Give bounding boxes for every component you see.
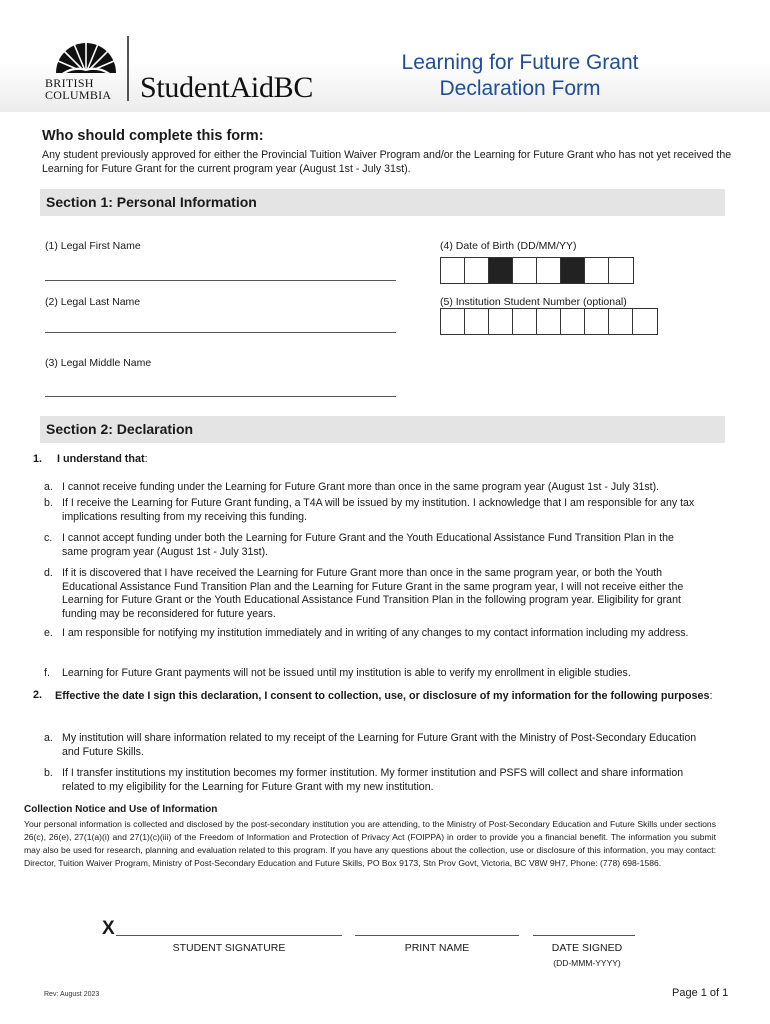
first-name-label: (1) Legal First Name: [45, 240, 141, 252]
print-name-label: PRINT NAME: [404, 942, 470, 954]
bc-wordmark: BRITISH COLUMBIA: [45, 76, 112, 102]
declaration-item-e: e. I am responsible for notifying my institution immediately and in writing of any changes to my contact information including my address.: [44, 627, 689, 639]
section2-header: [40, 416, 725, 443]
revision-date: Rev: August 2023: [44, 991, 100, 998]
logo-divider: [127, 36, 129, 101]
brand-name: StudentAidBC: [140, 71, 314, 104]
student-number-box[interactable]: [465, 309, 489, 334]
dob-box[interactable]: [609, 258, 633, 283]
consent-item-a: a. My institution will share information related to my receipt of the Learning for Future Grant with the Ministry of Post-Secondary Education and Future Skills.: [44, 732, 697, 758]
print-name-line[interactable]: [355, 935, 519, 936]
student-number-box[interactable]: [609, 309, 633, 334]
section1-header: [40, 189, 725, 216]
page-number: Page 1 of 1: [672, 987, 729, 999]
dob-box[interactable]: [537, 258, 561, 283]
declaration-item-d: d. If it is discovered that I have received the Learning for Future Grant more than once in the same program year, or both the Youth Educational Assistance Fund Transition Plan and the Learning for Future Grant in the same program year, I will not receive either the Learning for Future Grant or the Youth Educational Assistance Fund Transition Plan in the following program year. Eligibility for grant funding may be reconsidered for future years.: [44, 567, 684, 620]
dob-box[interactable]: [513, 258, 537, 283]
student-number-box[interactable]: [561, 309, 585, 334]
item2-number: 2.: [33, 689, 43, 701]
declaration-item-c: c. I cannot accept funding under both the Learning for Future Grant and the Youth Educational Assistance Fund Transition Plan in the same program year (August 1st - July 31st).: [44, 532, 674, 558]
intro-text: Any student previously approved for either the Provincial Tuition Waiver Program and/or the Learning for Future Grant who has not yet received the Learning for Future Grant for the current program year (August 1st - July 31st).: [42, 149, 732, 175]
item1-heading: I understand that:: [57, 453, 148, 465]
middle-name-field[interactable]: [45, 396, 396, 397]
student-number-box[interactable]: [441, 309, 465, 334]
student-number-box[interactable]: [489, 309, 513, 334]
collection-notice-text: Your personal information is collected and disclosed by the post-secondary institution you are attending, to the Ministry of Post-Secondary Education and Future Skills under sections 26(c), 26(e), 27(1(a)(i) and 27(1)(c)(iii) of the Freedom of Information and Protection of Privacy Act (FOIPPA) in order to provide you a financial benefit. The information you submit may also be used for research, planning and evaluation related to this program. If you have any questions about the collection, use or disclosure of this information, you may contact: Director, Tuition Waiver Program, Ministry of Post-Secondary Education and Future Skills, PO Box 9173, Stn Prov Govt, Victoria, BC V8W 9H7, Phone: (778) 698-1586.: [24, 819, 716, 868]
bc-sun-logo-icon: [52, 33, 120, 73]
last-name-field[interactable]: [45, 332, 396, 333]
section1-title: Section 1: Personal Information: [46, 194, 257, 210]
item2-heading: Effective the date I sign this declaration, I consent to collection, use, or disclosure of my information for the following purposes:: [55, 690, 713, 702]
dob-field[interactable]: [440, 257, 634, 284]
dob-box[interactable]: [585, 258, 609, 283]
section2-title: Section 2: Declaration: [46, 421, 194, 437]
student-number-box[interactable]: [513, 309, 537, 334]
dob-separator: [489, 258, 513, 283]
middle-name-label: (3) Legal Middle Name: [45, 357, 152, 369]
declaration-item-b: b. If I receive the Learning for Future Grant funding, a T4A will be issued by my institution. I acknowledge that I am responsible for any tax implications resulting from my receiving this funding.: [44, 497, 695, 523]
declaration-item-a: a. I cannot receive funding under the Learning for Future Grant more than once in the same program year (August 1st - July 31st).: [44, 481, 660, 493]
dob-box[interactable]: [465, 258, 489, 283]
student-number-box[interactable]: [585, 309, 609, 334]
student-number-box[interactable]: [633, 309, 657, 334]
first-name-field[interactable]: [45, 280, 396, 281]
date-signed-label: DATE SIGNED: [551, 942, 623, 954]
declaration-item-f: f. Learning for Future Grant payments will not be issued until my institution is able to verify my enrollment in eligible studies.: [44, 667, 631, 679]
collection-notice-title: Collection Notice and Use of Information: [24, 804, 218, 815]
student-signature-label: STUDENT SIGNATURE: [172, 942, 286, 954]
student-number-label: (5) Institution Student Number (optional): [440, 296, 627, 308]
form-title: Learning for Future Grant Declaration Form: [401, 51, 639, 100]
dob-box[interactable]: [441, 258, 465, 283]
dob-separator: [561, 258, 585, 283]
student-signature-line[interactable]: [116, 935, 342, 936]
signature-x-mark: X: [102, 918, 115, 939]
consent-item-b: b. If I transfer institutions my institution becomes my former institution. My former institution and PSFS will collect and share information related to my eligibility for the Learning for Future Grant with my new institution.: [44, 767, 684, 793]
last-name-label: (2) Legal Last Name: [45, 296, 141, 308]
student-number-box[interactable]: [537, 309, 561, 334]
intro-heading: Who should complete this form:: [42, 128, 264, 144]
date-format-hint: (DD-MMM-YYYY): [553, 958, 621, 968]
dob-label: (4) Date of Birth (DD/MM/YY): [440, 240, 577, 252]
item1-number: 1.: [33, 453, 43, 465]
student-number-field[interactable]: [440, 308, 658, 335]
date-signed-line[interactable]: [533, 935, 635, 936]
